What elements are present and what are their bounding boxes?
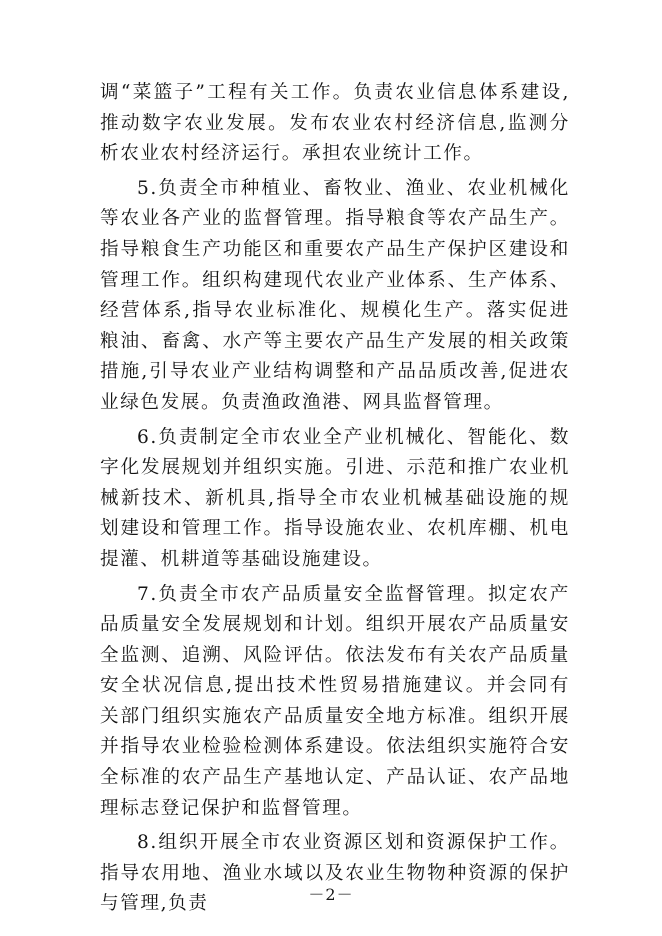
paragraph-item-7: 7.负责全市农产品质量安全监督管理。拟定农产品质量安全发展规划和计划。组织开展农产品质量安全监测、追溯、风险评估。依法发布有关农产品质量安全状况信息,提出技术性贸易措施建议。并会同有关部门组织实施农产品质量安全地方标准。组织开展并指导农业检验检测体系建设。依法组织实施符合安全标准的农产品生产基地认定、产品认证、农产品地理标志登记保护和监督管理。 [100,583,570,819]
paragraph-continuation: 调“菜篮子”工程有关工作。负责农业信息体系建设,推动数字农业发展。发布农业农村经济信息,监测分析农业农村经济运行。承担农业统计工作。 [100,82,570,165]
document-body [100,78,570,924]
page-number: －2－ [308,885,354,904]
paragraph-item-6: 6.负责制定全市农业全产业机械化、智能化、数字化发展规划并组织实施。引进、示范和推广农业机械新技术、新机具,指导全市农业机械基础设施的规划建设和管理工作。指导设施农业、农机库棚、机电提灌、机耕道等基础设施建设。 [100,426,570,570]
paragraph-item-8: 8.组织开展全市农业资源区划和资源保护工作。指导农用地、渔业水域以及农业生物物种资源的保护与管理,负责 [100,832,570,915]
paragraph-item-5: 5.负责全市种植业、畜牧业、渔业、农业机械化等农业各产业的监督管理。指导粮食等农产品生产。指导粮食生产功能区和重要农产品生产保护区建设和管理工作。组织构建现代农业产业体系、生产体系、经营体系,指导农业标准化、规模化生产。落实促进粮油、畜禽、水产等主要农产品生产发展的相关政策措施,引导农业产业结构调整和产品品质改善,促进农业绿色发展。负责渔政渔港、网具监督管理。 [100,177,570,413]
